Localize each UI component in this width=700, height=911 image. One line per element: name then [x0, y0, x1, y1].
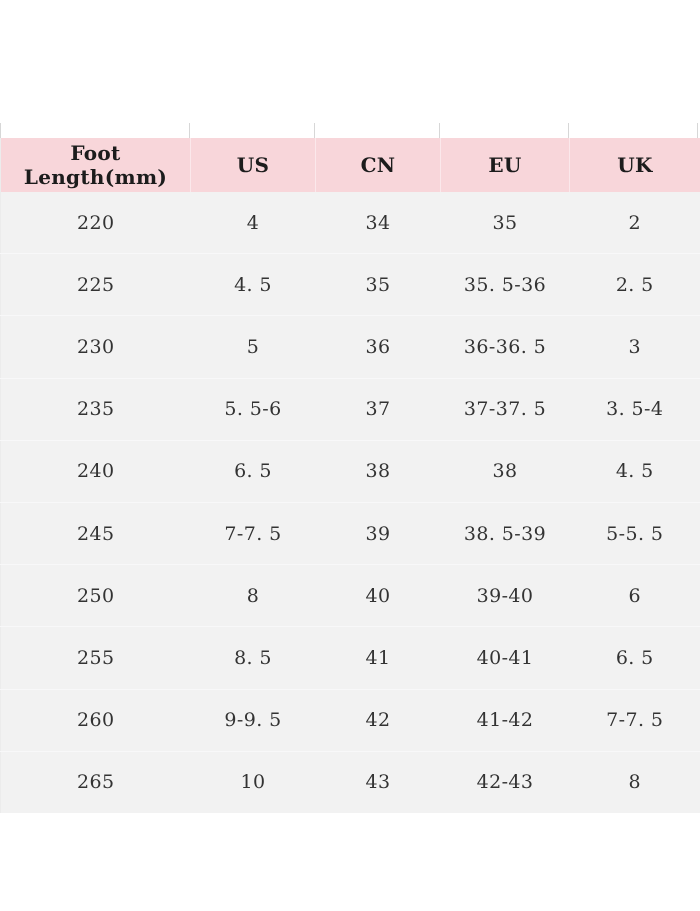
table-cell: 6: [570, 565, 700, 627]
column-tick: [314, 123, 315, 138]
table-cell: 225: [1, 254, 191, 316]
table-cell: 5. 5-6: [191, 378, 316, 440]
table-cell: 235: [1, 378, 191, 440]
header-cn: CN: [316, 138, 441, 192]
table-cell: 9-9. 5: [191, 689, 316, 751]
table-cell: 42: [316, 689, 441, 751]
table-cell: 37-37. 5: [441, 378, 570, 440]
table-cell: 38. 5-39: [441, 502, 570, 564]
table-cell: 265: [1, 751, 191, 813]
table-cell: 220: [1, 192, 191, 254]
table-cell: 6. 5: [570, 627, 700, 689]
table-row: [1, 502, 700, 564]
header-foot-length: Foot Length(mm): [1, 138, 191, 192]
column-tick: [697, 123, 698, 138]
table-cell: 8: [191, 565, 316, 627]
table-cell: 35. 5-36: [441, 254, 570, 316]
table-cell: 41: [316, 627, 441, 689]
table-cell: 40-41: [441, 627, 570, 689]
table-cell: 2. 5: [570, 254, 700, 316]
table-cell: 5: [191, 316, 316, 378]
table-row: [1, 565, 700, 627]
table-cell: 4. 5: [570, 440, 700, 502]
table-row: [1, 440, 700, 502]
table-cell: 240: [1, 440, 191, 502]
table-cell: 35: [441, 192, 570, 254]
table-cell: 40: [316, 565, 441, 627]
table-cell: 5-5. 5: [570, 502, 700, 564]
table-row: [1, 192, 700, 254]
table-row: [1, 751, 700, 813]
table-cell: 39: [316, 502, 441, 564]
shoe-size-conversion-table: [0, 138, 700, 813]
table-cell: 10: [191, 751, 316, 813]
table-cell: 3: [570, 316, 700, 378]
table-cell: 2: [570, 192, 700, 254]
header-eu: EU: [441, 138, 570, 192]
column-tick: [189, 123, 190, 138]
table-cell: 255: [1, 627, 191, 689]
table-cell: 38: [316, 440, 441, 502]
table-cell: 245: [1, 502, 191, 564]
table-row: [1, 627, 700, 689]
table-cell: 35: [316, 254, 441, 316]
table-cell: 3. 5-4: [570, 378, 700, 440]
table-cell: 36: [316, 316, 441, 378]
table-cell: 7-7. 5: [191, 502, 316, 564]
table-cell: 38: [441, 440, 570, 502]
table-header-row: [1, 138, 700, 192]
table-row: [1, 378, 700, 440]
table-cell: 7-7. 5: [570, 689, 700, 751]
table-cell: 39-40: [441, 565, 570, 627]
table-row: [1, 689, 700, 751]
table-cell: 4. 5: [191, 254, 316, 316]
header-uk: UK: [570, 138, 700, 192]
table-cell: 37: [316, 378, 441, 440]
table-cell: 42-43: [441, 751, 570, 813]
table-cell: 36-36. 5: [441, 316, 570, 378]
table-cell: 250: [1, 565, 191, 627]
column-tick: [0, 123, 1, 138]
table-cell: 34: [316, 192, 441, 254]
table-cell: 8: [570, 751, 700, 813]
table-cell: 4: [191, 192, 316, 254]
table-cell: 6. 5: [191, 440, 316, 502]
table-cell: 8. 5: [191, 627, 316, 689]
header-us: US: [191, 138, 316, 192]
table-row: [1, 316, 700, 378]
column-tick: [568, 123, 569, 138]
table-cell: 230: [1, 316, 191, 378]
column-tick: [439, 123, 440, 138]
table-cell: 41-42: [441, 689, 570, 751]
table-cell: 43: [316, 751, 441, 813]
table-row: [1, 254, 700, 316]
table-cell: 260: [1, 689, 191, 751]
